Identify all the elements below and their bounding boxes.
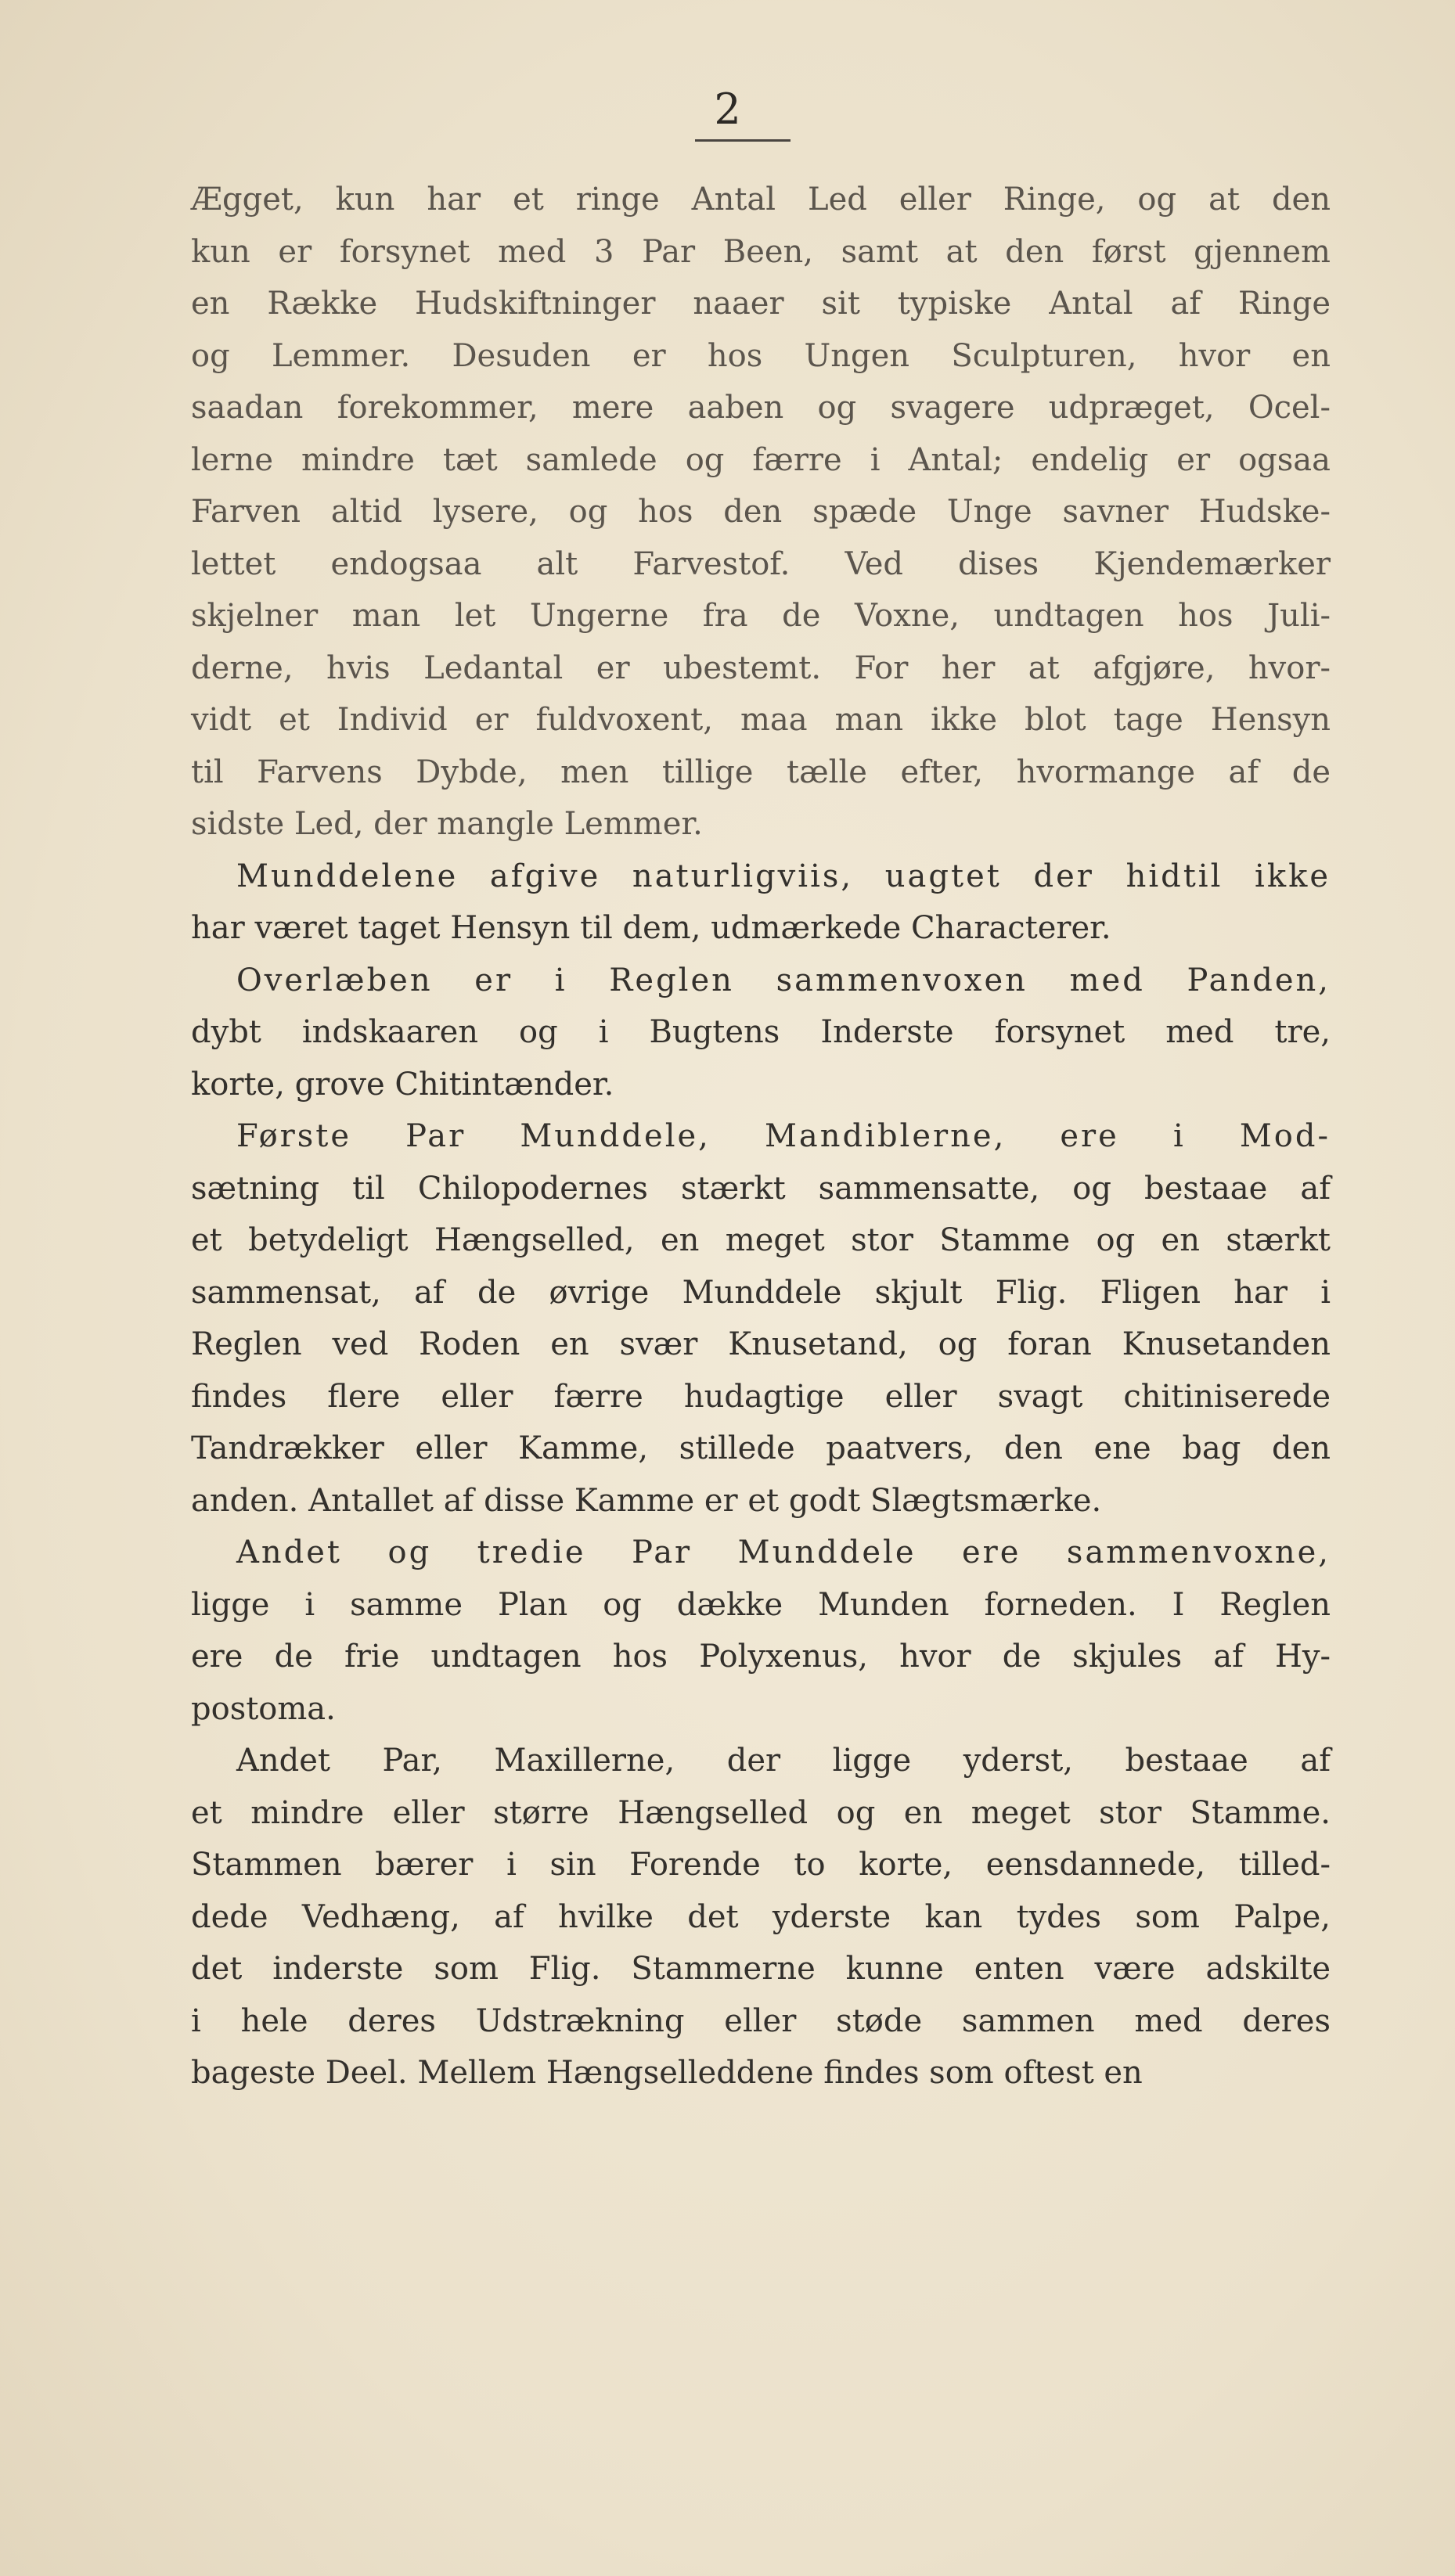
text-line: korte, grove Chitintænder. xyxy=(191,1066,614,1103)
text-line: lerne mindre tæt samlede og færre i Antal; endelig er ogsaa xyxy=(191,441,1331,478)
text-line: skjelner man let Ungerne fra de Voxne, undtagen hos Juli- xyxy=(191,598,1331,634)
text-line: sidste Led, der mangle Lemmer. xyxy=(191,806,703,842)
text-line: Ægget, kun har et ringe Antal Led eller Ringe, og at den xyxy=(191,182,1331,218)
text-line: Andet Par, Maxillerne, der ligge yderst, bestaae af xyxy=(236,1743,1331,1779)
body-text xyxy=(191,174,1331,2099)
text-line: Andet og tredie Par Munddele ere sammenvoxne, xyxy=(236,1534,1331,1570)
text-line: en Række Hudskiftninger naaer sit typiske Antal af Ringe xyxy=(191,286,1331,322)
text-line: et mindre eller større Hængselled og en meget stor Stamme. xyxy=(191,1794,1331,1831)
text-line: til Farvens Dybde, men tillige tælle efter, hvormange af de xyxy=(191,754,1331,790)
text-line: Overlæben er i Reglen sammenvoxen med Panden, xyxy=(236,962,1331,998)
text-line: anden. Antallet af disse Kamme er et godt Slægtsmærke. xyxy=(191,1482,1102,1519)
text-line: bageste Deel. Mellem Hængselleddene findes som oftest en xyxy=(191,2055,1143,2091)
text-line: det inderste som Flig. Stammerne kunne enten være adskilte xyxy=(191,1951,1331,1987)
page-number: 2 xyxy=(714,85,741,134)
text-line: Stammen bærer i sin Forende to korte, eensdannede, tilled- xyxy=(191,1847,1331,1883)
text-line: postoma. xyxy=(191,1690,336,1727)
text-line: Første Par Munddele, Mandiblerne, ere i Mod- xyxy=(236,1118,1331,1154)
text-line: findes flere eller færre hudagtige eller svagt chitiniserede xyxy=(191,1378,1331,1415)
text-line: ere de frie undtagen hos Polyxenus, hvor de skjules af Hy- xyxy=(191,1639,1331,1675)
text-line: derne, hvis Ledantal er ubestemt. For her at afgjøre, hvor- xyxy=(191,649,1331,686)
text-line: kun er forsynet med 3 Par Been, samt at den først gjennem xyxy=(191,233,1331,270)
text-line: sætning til Chilopodernes stærkt sammensatte, og bestaae af xyxy=(191,1170,1331,1207)
text-line: et betydeligt Hængselled, en meget stor Stamme og en stærkt xyxy=(191,1222,1331,1258)
text-line: vidt et Individ er fuldvoxent, maa man ikke blot tage Hensyn xyxy=(191,702,1331,738)
text-line: Farven altid lysere, og hos den spæde Unge savner Hudske- xyxy=(191,494,1331,530)
text-line: i hele deres Udstrækning eller støde sammen med deres xyxy=(191,2002,1331,2039)
text-line: dede Vedhæng, af hvilke det yderste kan tydes som Palpe, xyxy=(191,1898,1331,1935)
text-line: ligge i samme Plan og dække Munden forneden. I Reglen xyxy=(191,1586,1331,1623)
text-line: lettet endogsaa alt Farvestof. Ved dises Kjendemærker xyxy=(191,545,1331,582)
text-line: og Lemmer. Desuden er hos Ungen Sculpturen, hvor en xyxy=(191,337,1331,374)
text-line: Reglen ved Roden en svær Knusetand, og foran Knusetanden xyxy=(191,1326,1331,1362)
text-line: dybt indskaaren og i Bugtens Inderste forsynet med tre, xyxy=(191,1014,1331,1050)
text-line: sammensat, af de øvrige Munddele skjult Flig. Fligen har i xyxy=(191,1274,1331,1311)
page-number-rule xyxy=(695,139,791,142)
text-line: har været taget Hensyn til dem, udmærkede Characterer. xyxy=(191,910,1111,946)
text-line: saadan forekommer, mere aaben og svagere udpræget, Ocel- xyxy=(191,390,1331,426)
text-line: Munddelene afgive naturligviis, uagtet der hidtil ikke xyxy=(236,858,1331,894)
text-line: Tandrækker eller Kamme, stillede paatvers, den ene bag den xyxy=(191,1430,1331,1466)
